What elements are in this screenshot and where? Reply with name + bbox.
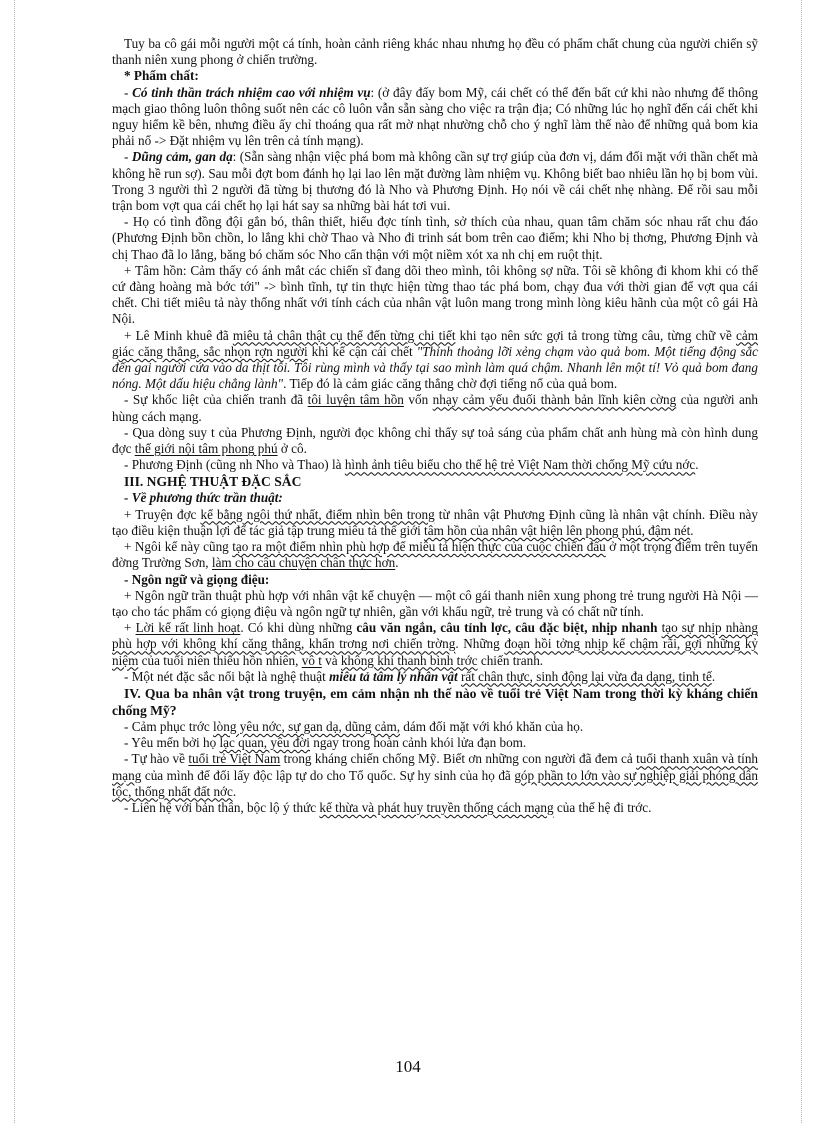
- underlined-phrase: tạo sự nhịp nhàng phù hợp với không khí căng thẳng, khẩn trơng nơi chiến trờng: [112, 620, 758, 652]
- underlined-phrase: tuổi trẻ Việt Nam: [188, 751, 281, 767]
- underlined-phrase: làm cho câu chuyện chân thực hơn: [211, 555, 396, 571]
- text-run: trong kháng chiến chống Mỹ. Biết ơn những con người đã đem cả: [280, 751, 637, 767]
- language-point-1: + Ngôn ngữ trần thuật phù hợp với nhân vật kể chuyện — một cô gái thanh niên xung phong trẻ trung người Hà Nội — tạo cho tác phẩm có giọng điệu và ngôn ngữ tự nhiên, gần với khẩu ngữ, trẻ trung và có chất nữ tính.: [112, 587, 758, 619]
- underlined-phrase: đoạn hồi tởng nhịp kể chậm rãi, gợi những kỷ niệm: [112, 636, 759, 668]
- underlined-phrase: tôi luyện tâm hồn: [307, 392, 404, 408]
- bold-italic-phrase: miêu tả tâm lý nhân vật: [329, 668, 458, 684]
- text-run: - Liên hệ với bản thân, bộc lộ ý thức: [124, 799, 320, 815]
- typical-image: [112, 457, 758, 473]
- text-run: - Sự khốc liệt của chiến tranh đã: [124, 392, 308, 408]
- narration-point-1: [112, 507, 758, 539]
- psychology-point: [112, 669, 758, 685]
- text-run: - Một nét đặc sắc nổi bật là nghệ thuật: [124, 668, 330, 684]
- quotation: "Thỉnh thoảng lỡi xẻng chạm vào quả bom. Một tiếng động sắc đến gai người cứa vào da thịt tôi. Tôi rùng mình và thấy tại sao mình làm quá chậm. Nhanh lên một tí! Vỏ quả bom đang nóng. Một dấu hiệu chẳng lành": [112, 343, 758, 392]
- text-run: vốn: [403, 392, 433, 408]
- text-run: - Tự hào về: [124, 751, 189, 767]
- underlined-phrase: vô t: [301, 652, 322, 668]
- youth-point-3: [112, 751, 758, 800]
- page-number: 104: [395, 1057, 421, 1076]
- underlined-phrase: nhạy cảm yếu đuối thành bản lĩnh kiên cờng: [432, 392, 677, 408]
- inner-world: [112, 425, 758, 457]
- text-run: .: [395, 555, 399, 571]
- text-run: . Những: [455, 636, 505, 652]
- youth-point-4: [112, 800, 758, 816]
- text-run: khi kể cận cái chết: [307, 343, 417, 359]
- text-run: .: [711, 668, 716, 684]
- youth-point-2: [112, 735, 758, 751]
- underlined-phrase: tâm hồn của nhân vật hiện lên phong phú, đậm nét: [424, 522, 691, 538]
- text-run: của tuổi niên thiếu hồn nhiên,: [138, 652, 302, 668]
- text-run: ngay trong hoàn cảnh khói lửa đạn bom.: [309, 735, 527, 751]
- underlined-phrase: cảm giác căng thẳng, sắc nhọn rợn người: [112, 327, 758, 359]
- language-heading: - Ngôn ngữ và giọng điệu:: [124, 571, 270, 587]
- text-run: . Có khi dùng những: [240, 620, 357, 636]
- document-body: [112, 36, 758, 816]
- text-run: khi tạo nên sức gợi tả trong từng câu, từng chữ về: [455, 327, 737, 343]
- underlined-phrase: tạo ra một điểm nhìn phù hợp để miêu tả hiện thực của cuộc chiến đấu: [232, 539, 606, 555]
- underlined-phrase: góp phần to lớn vào sự nghiệp giải phóng dân tộc, thống nhất đất nớc: [112, 767, 758, 799]
- quality-courage: [112, 149, 758, 214]
- text-run: + Lê Minh khuê đã: [124, 327, 233, 343]
- text-run: và: [321, 652, 341, 668]
- text-run: của mình để đổi lấy độc lập tự do cho Tổ quốc. Sự hy sinh của họ đã: [141, 767, 515, 783]
- quality-title: Có tinh thần trách nhiệm cao với nhiệm vụ: [132, 84, 371, 100]
- narration-heading: - Về phương thức trần thuật:: [124, 490, 283, 506]
- underlined-phrase: tuổi thanh xuân và tính mạng: [112, 751, 759, 783]
- text-run: .: [695, 457, 699, 473]
- text-run: ở cô.: [277, 441, 307, 457]
- underlined-phrase: kể bằng ngôi thứ nhất, điểm nhìn bên trong: [200, 506, 435, 522]
- quality-comradeship: - Họ có tình đồng đội gắn bó, thân thiết, hiểu đợc tính tình, sở thích của nhau, quan tâm chăm sóc nhau rất chu đáo (Phương Định bồn chồn, lo lắng khi chờ Thao và Nho đi trinh sát bom trên cao điểm; khi Nho bị thơng, Phương Định và chị Thao đã lo lắng, băng bó chăm sóc Nho cẩn thận với một niềm xót xa nh chị em ruột thịt.: [112, 214, 758, 262]
- quality-responsibility: [112, 85, 758, 150]
- narration-point-2: [112, 539, 758, 571]
- text-run: từ nhân vật Phương Định cũng là nhân vật chính. Điều này tạo điều kiện thuận lợi để tác giả tập trung miêu tả thế giới: [112, 506, 758, 538]
- underlined-phrase: lòng yêu nớc, sự gan dạ, dũng cảm,: [213, 718, 400, 734]
- quality-text: : (ở đây đấy bom Mỹ, cái chết có thể đến bất cứ khi nào nhưng để thông mạch giao thông luôn thông suốt nên các cô luôn vẫn sẵn sàng cho việc ra trận địa; Có những lúc họ nghĩ đến cái chết khi nguy hiểm kề bên, nhưng điều ấy chỉ thoáng qua rất mờ nhạt nhường chỗ cho ý nghĩ làm thế nào để những quả bom kia phải nổ -> Đặt nhiệm vụ lên trên cả tính mạng).: [112, 84, 758, 149]
- underlined-phrase: hình ảnh tiêu biểu cho thế hệ trẻ Việt Nam thời chống Mỹ cứu nớc: [344, 457, 696, 473]
- text-run: - Cảm phục trớc: [124, 718, 214, 734]
- text-run: của người anh hùng cách mạng.: [112, 392, 759, 424]
- bold-phrase: câu văn ngắn, câu tỉnh lợc, câu đặc biệt, nhịp nhanh: [356, 620, 658, 636]
- text-run: - Yêu mến bởi họ: [124, 735, 220, 751]
- section-4-title: IV. Qua ba nhân vật trong truyện, em cảm nhận nh thế nào về tuổi trẻ Việt Nam trong thời kỳ kháng chiến chống Mỹ?: [112, 685, 758, 718]
- dash: -: [124, 149, 132, 165]
- underlined-phrase: không khí thanh bình trớc: [340, 652, 478, 668]
- text-run: + Truyện đợc: [124, 506, 201, 522]
- dash: -: [124, 84, 133, 100]
- text-run: dám đối mặt với khó khăn của họ.: [400, 718, 584, 734]
- underlined-phrase: rất chân thực, sinh động lại vừa đa dạng, tinh tế: [460, 668, 712, 684]
- section-3-title: III. NGHỆ THUẬT ĐẶC SẮC: [124, 474, 302, 490]
- text-run: chiến tranh.: [477, 652, 544, 668]
- text-run: - Qua dòng suy t của Phương Định, người đọc không chỉ thấy sự toả sáng của phẩm chất anh hùng mà còn hình dung đợc: [112, 424, 758, 457]
- text-run: của thế hệ đi trớc.: [553, 799, 652, 815]
- text-run: .: [232, 783, 237, 799]
- text-run: - Phương Định (cũng nh Nho và Thao) là: [124, 457, 345, 473]
- quality-text: : (Sẵn sàng nhận việc phá bom mà không cần sự trợ giúp của đơn vị, dám đối mặt với thần chết mà không hề run sợ). Sau mỗi đợt bom đánh họ lại lao lên mặt đường làm nhiệm vụ. Không biết bao nhiêu lần họ bị bom vùi. Trong 3 người thì 2 người đã từng bị thương đó là Nho và Phương Định. Họ nói về cái chết nhẹ nhàng. Để rồi sau mỗi trận bom vợt qua cái chết họ lại hát say sa những bài hát tơi vui.: [112, 149, 758, 214]
- quality-soul: + Tâm hồn: Cảm thấy có ánh mắt các chiến sĩ đang dõi theo mình, tôi không sợ nữa. Tôi sẽ không đi khom khi có thể cứ đàng hoàng mà bớc tới" -> bình tĩnh, tự tin thực hiện từng thao tác phá bom, chạy đua với thời gian để vợt qua cái chết. Chi tiết miêu tả này thống nhất với tính cách của nhân vật luôn mang trong mình lòng kiêu hãnh của một cô gái Hà Nội.: [112, 262, 758, 327]
- qualities-heading: * Phẩm chất:: [124, 68, 199, 84]
- underlined-phrase: miêu tả chân thật cụ thể đến từng chi tiết: [232, 327, 456, 343]
- text-run: .: [690, 522, 694, 538]
- text-run: . Tiếp đó là cảm giác căng thẳng chờ đợi tiếng nổ của quả bom.: [283, 376, 618, 392]
- text-run: ở một trọng điểm trên tuyến đờng Trường Sơn,: [112, 539, 759, 571]
- language-point-2: [112, 620, 758, 669]
- underlined-phrase: Lời kể rất linh hoạt: [135, 620, 241, 636]
- underlined-phrase: lạc quan, yêu đời: [219, 735, 310, 751]
- youth-point-1: [112, 719, 758, 735]
- text-run: +: [124, 620, 136, 636]
- underlined-phrase: kế thừa và phát huy truyền thống cách mạng: [319, 799, 554, 815]
- intro-paragraph: Tuy ba cô gái mỗi người một cá tính, hoàn cảnh riêng khác nhau nhưng họ đều có phẩm chất chung của người chiến sỹ thanh niên xung phong ở chiến trường.: [112, 36, 758, 68]
- author-description: [112, 328, 758, 393]
- war-hardship: [112, 392, 758, 424]
- underlined-phrase: thế giới nội tâm phong phú: [134, 441, 278, 457]
- text-run: + Ngôi kể này cũng: [124, 539, 233, 555]
- quality-title: Dũng cảm, gan dạ: [131, 149, 233, 165]
